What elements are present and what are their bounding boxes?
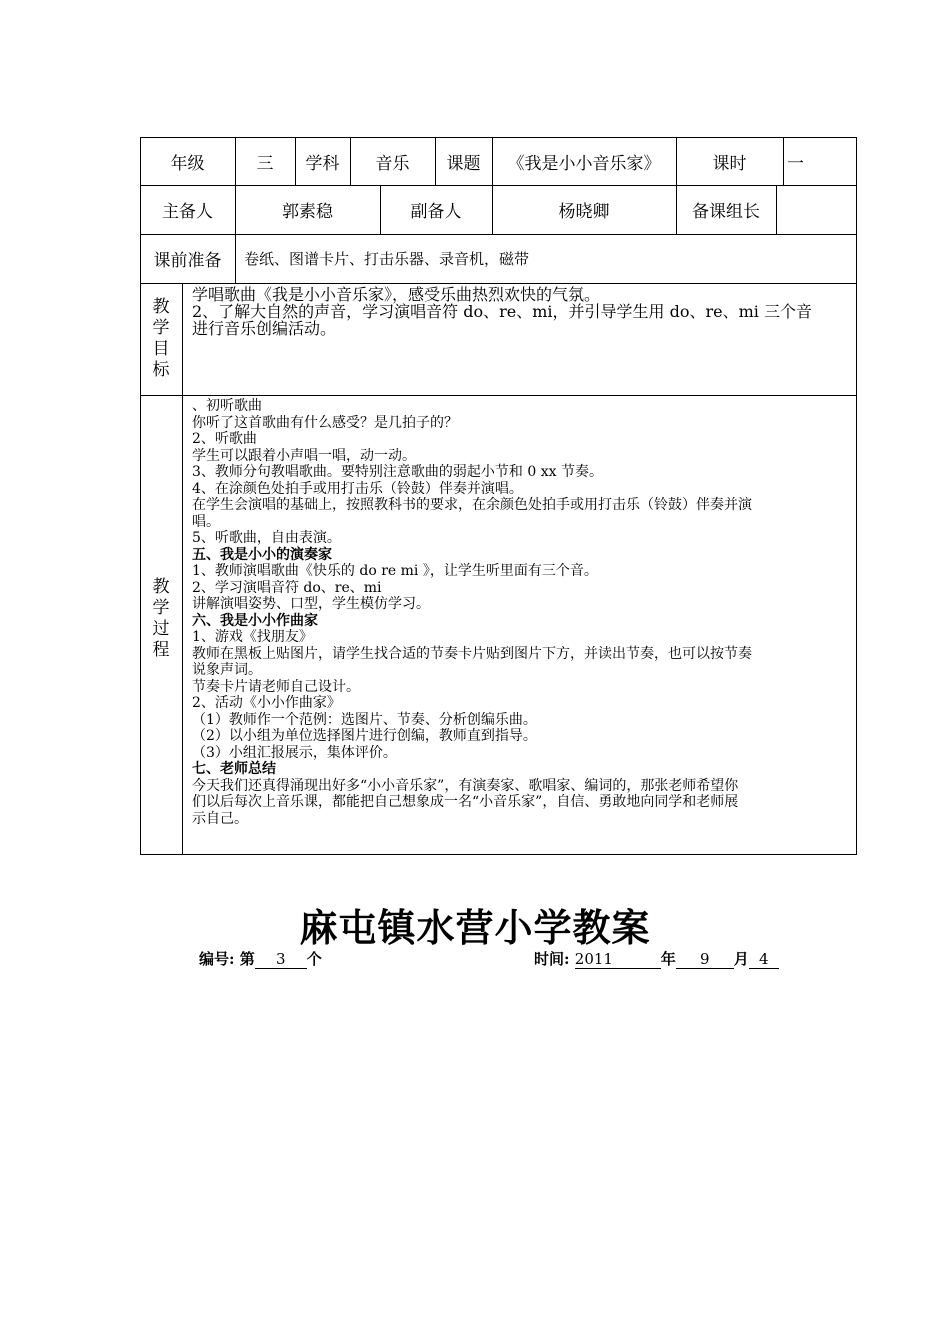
col-divider [235, 234, 236, 283]
process-line: 讲解演唱姿势、口型，学生模仿学习。 [192, 596, 430, 612]
objectives-content [192, 286, 852, 337]
period-label: 课时 [712, 153, 747, 174]
assistant-label: 副备人 [410, 202, 462, 222]
row-divider [140, 283, 857, 284]
topic-value: 《我是小小音乐家》 [507, 153, 661, 174]
process-line: 1、游戏《找朋友》 [192, 629, 313, 645]
process-line: 教师在黑板上贴图片，请学生找合适的节奏卡片贴到图片下方，并读出节奏，也可以按节奏 [192, 645, 752, 662]
prep-value: 卷纸、图谱卡片、打击乐器、录音机，磁带 [244, 250, 530, 268]
process-line: 2、学习演唱音符 do、re、mi [192, 579, 382, 596]
number-value: 3 [255, 950, 307, 969]
table-border-right [856, 137, 857, 855]
grade-label: 年级 [170, 153, 205, 174]
time-label: 时间: [534, 950, 570, 968]
group-leader-value [776, 185, 856, 234]
document-date [534, 948, 779, 969]
lead-value: 郭素稳 [282, 202, 333, 222]
objective-line: 2、了解大自然的声音，学习演唱音符 do、re、mi，并引导学生用 do、re、mi 三个音 [192, 302, 813, 321]
section-heading: 五、我是小小的演奏家 [192, 546, 332, 563]
row-divider [140, 395, 857, 396]
grade-value: 三 [256, 153, 274, 174]
process-line: 在学生会演唱的基础上，按照教科书的要求，在余颜色处拍手或用打击乐（铃鼓）伴奏并演 [192, 497, 752, 513]
section-heading: 七、老师总结 [192, 761, 276, 777]
process-line: 5、听歌曲，自由表演。 [192, 530, 341, 546]
objective-line: 进行音乐创编活动。 [192, 319, 337, 338]
process-line: 3、教师分句教唱歌曲。要特别注意歌曲的弱起小节和 0 xx 节奏。 [192, 464, 603, 480]
month-label: 月 [733, 950, 749, 968]
table-border-bottom [140, 854, 857, 855]
process-line: 节奏卡片请老师自己设计。 [192, 678, 360, 695]
process-line: 们以后每次上音乐课，都能把自己想象成一名“小音乐家”，自信、勇敢地向同学和老师展 [192, 794, 739, 810]
group-leader-label: 备课组长 [692, 202, 760, 222]
process-line: 、初听歌曲 [192, 398, 262, 414]
month-value: 9 [676, 950, 734, 969]
process-label: 教 学 过 程 [152, 577, 170, 660]
assistant-value: 杨晓卿 [558, 202, 610, 222]
subject-label: 学科 [305, 153, 340, 174]
process-line: 说象声词。 [192, 662, 262, 678]
process-content [192, 398, 852, 827]
process-line: 4、在涂颜色处拍手或用打击乐（铃鼓）伴奏并演唱。 [192, 480, 523, 497]
process-line: 今天我们还真得涌现出好多“小小音乐家”，有演奏家、歌唱家、编词的，那张老师希望你 [192, 777, 739, 794]
lead-label: 主备人 [162, 202, 213, 222]
process-line: 2、听歌曲 [192, 431, 257, 447]
process-line: 你听了这首歌曲有什么感受？是几拍子的？ [192, 414, 458, 431]
process-line: （3）小组汇报展示，集体评价。 [192, 744, 397, 761]
period-value: 一 [787, 153, 804, 174]
topic-label: 课题 [446, 153, 481, 174]
document-number [199, 948, 322, 969]
prep-label: 课前准备 [153, 251, 222, 271]
process-line: 1、教师演唱歌曲《快乐的 do re mi 》，让学生听里面有三个音。 [192, 563, 598, 579]
objectives-label: 教 学 目 标 [152, 297, 170, 380]
year-value: 2011 [575, 950, 661, 969]
process-line: 2、活动《小小作曲家》 [192, 695, 341, 711]
process-line: （2）以小组为单位选择图片进行创编，教师直到指导。 [192, 728, 537, 744]
page-title: 麻屯镇水营小学教案 [299, 905, 651, 950]
section-heading: 六、我是小小作曲家 [192, 612, 318, 629]
number-label: 编号: 第 [199, 950, 255, 968]
process-line: 唱。 [192, 513, 220, 530]
year-label: 年 [660, 950, 676, 968]
process-line: （1）教师作一个范例：选图片、节奏、分析创编乐曲。 [192, 711, 537, 728]
day-value: 4 [749, 950, 779, 969]
objective-line: 学唱歌曲《我是小小音乐家》，感受乐曲热烈欢快的气氛。 [192, 285, 601, 304]
process-line: 示自己。 [192, 810, 248, 827]
col-divider [182, 283, 183, 855]
process-line: 学生可以跟着小声唱一唱，动一动。 [192, 447, 416, 464]
lesson-plan-table [140, 137, 857, 855]
subject-value: 音乐 [375, 153, 410, 174]
number-suffix: 个 [306, 950, 322, 968]
